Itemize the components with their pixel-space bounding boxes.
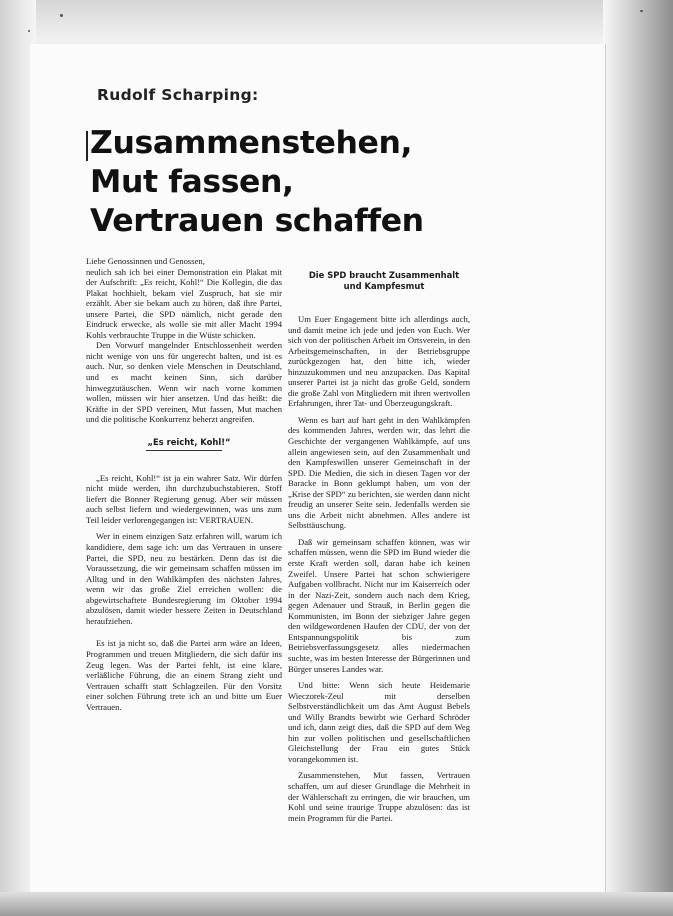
headline-line-2: Mut fassen, [90, 164, 294, 200]
scan-border-right [603, 0, 673, 916]
left-paragraph: Es ist ja nicht so, daß die Partei arm wäre an Ideen, Programmen und treuen Mitgliedern, die sich dafür ins Zeug legen. Was der Partei fehlt, ist eine klare, verläßliche Führung, die an einem Strang zieht und Vertrauen schafft statt Schlagzeilen. Für den Vorsitz einer solchen Führung trete ich an und bitte um Euer Vertrauen. [86, 638, 282, 712]
left-paragraph: neulich sah ich bei einer Demonstration ein Plakat mit der Aufschrift: „Es reicht, Kohl!“ Die Kollegin, die das Plakat hochhielt, bekam viel Zuspruch, hat sie mir erzählt. Aber sie bekam auch zu hören, daß ihre Partei, unsere Partei, die SPD nämlich, nicht gerade den Eindruck erwecke, als wolle sie mit aller Macht 1994 Kohls verbrauchte Truppe in die Wüste schicken. [86, 266, 282, 340]
right-column [288, 270, 470, 823]
right-paragraph: Und bitte: Wenn sich heute Heidemarie Wieczorek-Zeul mit derselben Selbstverständlichkeit um das Amt August Bebels und Willy Brandts bewirbt wie Gerhard Schröder und ich, dann zeigt dies, daß die SPD auf dem Weg hin zur vollen politischen und gesellschaftlichen Gleichstellung der Frau ein gutes Stück vorangekommen ist. [288, 680, 470, 764]
headline [90, 124, 450, 241]
headline-line-1: Zusammenstehen, [90, 125, 413, 161]
author-name: Rudolf Scharping: [97, 86, 259, 104]
scan-speck [60, 14, 63, 17]
left-paragraph: Wer in einem einzigen Satz erfahren will, warum ich kandidiere, dem sage ich: um das Vertrauen in unsere Partei, die SPD, neu zu bestärken. Denn das ist die Voraussetzung, die wir gemeinsam schaffen müssen im Alltag und in den Wahlkämpfen des nächsten Jahres, wenn wir das große Ziel erreichen wollen: die abgewirtschaftete Bundesregierung im Oktober 1994 abzulösen, damit wieder bessere Zeiten in Deutschland heraufziehen. [86, 531, 282, 626]
left-paragraph: „Es reicht, Kohl!“ ist ja ein wahrer Satz. Wir dürfen nicht müde werden, ihn durchzubuchstabieren. Stoff liefert die Bonner Regierung genug. Aber wir müssen auch selbst liefern und wiedergewinnen, was uns zum Teil leider verlorengegangen ist: VERTRAUEN. [86, 472, 282, 525]
scan-speck [640, 10, 643, 12]
right-paragraph: Wenn es hart auf hart geht in den Wahlkämpfen des kommenden Jahres, werden wir, das lehrt die Geschichte der vergangenen Wahlkämpfe, auf uns allein angewiesen sein, auf den Zusammenhalt und den Kampfeswillen unserer Gemeinschaft in der SPD. Die Medien, die sich in diesen Tagen vor der Baracke in Bonn geklumpt haben, um von der „Krise der SPD“ zu berichten, sie werden dann nicht freudig an unserer Seite sein. Jedenfalls werden sie uns die Arbeit nicht abnehmen. Alles andere ist Selbsttäuschung. [288, 414, 470, 531]
right-subheading-line-1: Die SPD braucht Zusammenhalt [308, 270, 460, 280]
right-paragraph: Daß wir gemeinsam schaffen können, was wir schaffen müssen, wenn die SPD im Bund wieder die erste Kraft werden soll, daran habe ich keinen Zweifel. Unsere Partei hat schon schwierigere Aufgaben vollbracht. Nicht nur im Kaiserreich oder in der Nazi-Zeit, sondern auch nach dem Krieg, gegen Adenauer und Strauß, in Berlin gegen die Kommunisten, im Bonn der siebziger Jahre gegen den wildgewordenen Haufen der CDU, der von der Entspannungspolitik bis zum Betriebsverfassungsgesetz alles niedermachen suchte, was im besten Interesse der Bürgerinnen und Bürger unseres Landes war. [288, 536, 470, 674]
scan-border-bottom [0, 892, 673, 916]
left-column [86, 256, 282, 712]
salutation: Liebe Genossinnen und Genossen, [86, 256, 205, 266]
headline-line-3: Vertrauen schaffen [90, 203, 424, 239]
scan-border-top [0, 0, 673, 42]
right-paragraph: Um Euer Engagement bitte ich allerdings auch, und damit meine ich jede und jeden von Euch. Wer sich von der politischen Arbeit im Ortsverein, in den Arbeitsgemeinschaften, in der Betriebsgruppe zurückgezogen hat, den bitte ich, wieder hinzuzukommen und neu anzupacken. Das Kapital unserer Partei ist ja nicht das große Geld, sondern die große Zahl von Mitgliedern mit ihren wertvollen Erfahrungen, ihrer Tat- und Überzeugungskraft. [288, 314, 470, 409]
left-subheading: „Es reicht, Kohl!“ [147, 436, 231, 447]
right-paragraph: Zusammenstehen, Mut fassen, Vertrauen schaffen, um auf dieser Grundlage die Mehrheit in der Wählerschaft zu erringen, die wir brauchen, um Kohl und seine traurige Truppe abzulösen: das ist mein Programm für die Partei. [288, 770, 470, 823]
left-paragraph: Den Vorwurf mangelnder Entschlossenheit werden nicht wenige von uns für ungerecht halten, und ist es auch. Nur, so denken viele Menschen in Deutschland, und es macht keinen Sinn, sich darüber hinwegzutäuschen. Wenn wir nach vorne kommen wollen, müssen wir hier ansetzen. Und das heißt: die Kräfte in der SPD vereinen, Mut fassen, Mut machen und die politische Konkurrenz beherzt angreifen. [86, 340, 282, 425]
headline-marker [86, 131, 88, 161]
scan-speck [28, 30, 30, 32]
right-subheading-line-2: und Kampfesmut [343, 281, 425, 291]
